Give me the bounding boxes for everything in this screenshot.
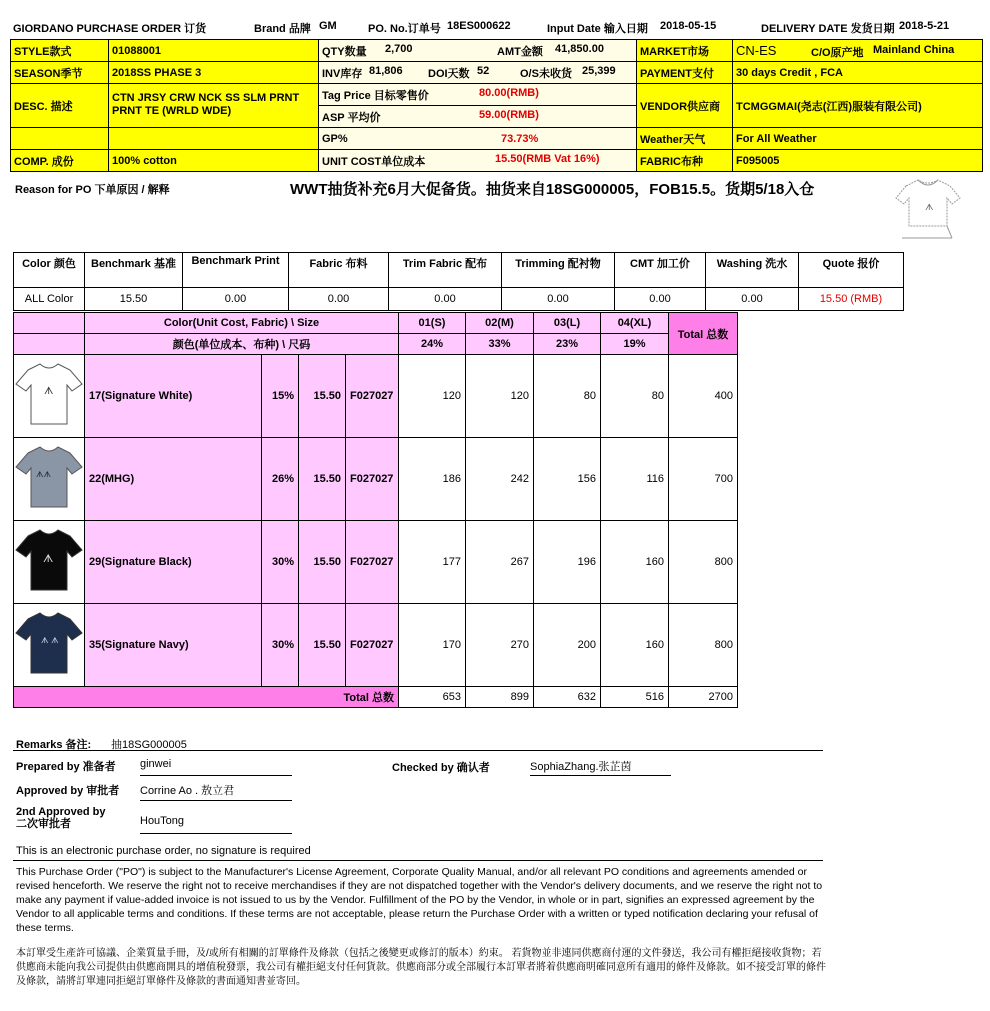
qty-cell: 80 xyxy=(601,355,669,438)
size-pct: 19% xyxy=(601,334,669,355)
unit-cost-value: 15.50(RMB Vat 16%) xyxy=(495,152,600,165)
electronic-note: This is an electronic purchase order, no signature is required xyxy=(16,845,311,857)
po-title: GIORDANO PURCHASE ORDER 订货 xyxy=(13,23,207,35)
svg-text:ᗑᗑ: ᗑᗑ xyxy=(36,469,52,479)
style-value: 01088001 xyxy=(109,40,319,62)
qty-cell: 160 xyxy=(601,521,669,604)
second-approved-value: HouTong xyxy=(140,815,292,834)
remarks-value: 抽18SG000005 xyxy=(111,739,187,751)
totals-row xyxy=(14,687,738,708)
qty-cell: 200 xyxy=(534,604,601,687)
benchmark-header: Color 颜色 xyxy=(14,253,85,288)
benchmark-value: 0.00 xyxy=(502,288,615,311)
inv-value: 81,806 xyxy=(369,64,403,77)
amt-label: AMT金额 xyxy=(497,45,543,58)
blank-value-cell xyxy=(109,128,319,150)
row-total: 400 xyxy=(669,355,738,438)
unit-cost-label: UNIT COST单位成本 xyxy=(322,155,426,168)
season-value: 2018SS PHASE 3 xyxy=(109,62,319,84)
color-fabric: F027027 xyxy=(346,521,399,604)
reason-label: Reason for PO 下单原因 / 解释 xyxy=(15,184,170,196)
order-info-grid xyxy=(10,39,983,172)
swatch-cell xyxy=(14,521,85,604)
benchmark-value: ALL Color xyxy=(14,288,85,311)
benchmark-header: Fabric 布料 xyxy=(289,253,389,288)
qty-cell: 170 xyxy=(399,604,466,687)
market-label: MARKET市场 xyxy=(637,40,733,62)
vendor-value: TCMGGMAI(尧志(江西)服装有限公司) xyxy=(733,84,983,128)
benchmark-header: Trimming 配衬物 xyxy=(502,253,615,288)
qty-cell: 186 xyxy=(399,438,466,521)
os-value: 25,399 xyxy=(582,64,616,77)
size-name: 02(M) xyxy=(466,313,534,334)
svg-text:ᗑ: ᗑ xyxy=(43,551,54,565)
svg-text:ᗑ: ᗑ xyxy=(44,385,54,397)
size-pct: 24% xyxy=(399,334,466,355)
benchmark-quote-value: 15.50 (RMB) xyxy=(799,288,904,311)
table-row xyxy=(14,604,738,687)
co-value: Mainland China xyxy=(873,44,955,56)
benchmark-header: Benchmark Print xyxy=(183,253,289,288)
benchmark-header: Trim Fabric 配布 xyxy=(389,253,502,288)
grand-total: 2700 xyxy=(669,687,738,708)
input-date-label: Input Date 输入日期 xyxy=(547,23,648,35)
tshirt-grey-image xyxy=(14,443,84,513)
size-breakdown-table xyxy=(13,312,738,708)
amt-value: 41,850.00 xyxy=(555,42,604,55)
checked-label: Checked by 确认者 xyxy=(392,762,490,774)
color-name: 22(MHG) xyxy=(85,438,262,521)
image-header-cell xyxy=(14,334,85,355)
row-total: 800 xyxy=(669,604,738,687)
size-name: 01(S) xyxy=(399,313,466,334)
qty-cell: 267 xyxy=(466,521,534,604)
legal-terms-cn: 本訂單受生產許可協議、企業質量手冊，及/或所有相關的訂單條件及條款（包括之後變更或修訂的版本）約束。 若貨物並非連同供應商付運的文件發送，我公司有權拒絕接收貨物；若供應商未能向我公司提供由供應商開具的增值稅發票，我公司有權拒絕支付任何貨款。供應商部分或全部履行本訂單者將着供應商明確同意所有適用的條件及條款。如不接受訂單的條件及條款，請將訂單連同拒絕訂單條件及條款的書面通知書並寄回。 xyxy=(16,948,826,987)
color-name: 17(Signature White) xyxy=(85,355,262,438)
color-fabric: F027027 xyxy=(346,438,399,521)
product-sketch-image xyxy=(892,176,964,240)
benchmark-value: 0.00 xyxy=(289,288,389,311)
qty-cell: 120 xyxy=(466,355,534,438)
doi-label: DOI天数 xyxy=(428,67,470,80)
remarks-label: Remarks 备注: xyxy=(16,739,92,751)
second-approved-label-cn: 二次审批者 xyxy=(16,818,71,830)
asp-label: ASP 平均价 xyxy=(322,111,381,124)
comp-label: COMP. 成份 xyxy=(11,150,109,172)
tshirt-navy-image xyxy=(14,609,84,679)
size-total: 899 xyxy=(466,687,534,708)
fabric-label: FABRIC布种 xyxy=(637,150,733,172)
desc-label: DESC. 描述 xyxy=(11,84,109,128)
benchmark-header-row xyxy=(14,253,904,288)
benchmark-value: 0.00 xyxy=(389,288,502,311)
row-total: 800 xyxy=(669,521,738,604)
second-approved-label xyxy=(16,806,105,830)
size-header-en: Color(Unit Cost, Fabric) \ Size xyxy=(85,313,399,334)
qty-cell: 196 xyxy=(534,521,601,604)
tag-price-label: Tag Price 目标零售价 xyxy=(322,89,429,102)
asp-cell xyxy=(319,106,637,128)
po-number-label: PO. No.订单号 xyxy=(368,23,441,35)
color-name: 29(Signature Black) xyxy=(85,521,262,604)
gp-cell xyxy=(319,128,637,150)
color-fabric: F027027 xyxy=(346,355,399,438)
fabric-value: F095005 xyxy=(733,150,983,172)
swatch-cell xyxy=(14,604,85,687)
comp-value: 100% cotton xyxy=(109,150,319,172)
size-name: 04(XL) xyxy=(601,313,669,334)
table-row xyxy=(14,355,738,438)
delivery-date: 2018-5-21 xyxy=(899,20,950,32)
input-date: 2018-05-15 xyxy=(660,20,717,32)
checked-value: SophiaZhang.张芷茵 xyxy=(530,758,671,776)
approved-label: Approved by 审批者 xyxy=(16,785,120,797)
size-pct: 33% xyxy=(466,334,534,355)
unit-cost-cell xyxy=(319,150,637,172)
prepared-value: ginwei xyxy=(140,758,292,776)
qty-cell: 242 xyxy=(466,438,534,521)
vendor-label: VENDOR供应商 xyxy=(637,84,733,128)
table-row xyxy=(14,438,738,521)
gp-value: 73.73% xyxy=(501,132,539,145)
weather-value: For All Weather xyxy=(733,128,983,150)
second-approved-label-en: 2nd Approved by xyxy=(16,806,106,818)
size-total: 653 xyxy=(399,687,466,708)
row-total: 700 xyxy=(669,438,738,521)
legal-divider xyxy=(13,860,823,861)
qty-amt-cell xyxy=(319,40,637,62)
color-cost: 15.50 xyxy=(299,604,346,687)
co-label: C/O原产地 xyxy=(811,47,864,59)
payment-label: PAYMENT支付 xyxy=(637,62,733,84)
image-header-cell xyxy=(14,313,85,334)
blank-label-cell xyxy=(11,128,109,150)
tag-price-cell xyxy=(319,84,637,106)
legal-terms-en: This Purchase Order ("PO") is subject to the Manufacturer's License Agreement, Corporate Quality Manual, and/or all relevant PO conditions and agreements amended or revised henceforth. We reserve the right not to receive merchandises if they are not dispatched together with the Vendor's delivery documents, and we reserve the right not to make any payment if value-added invoice is not issued to us by the Vendor. Fulfillment of the PO by the Vendor, in whole or in part, signifies an expressed agreement by the Vendor to all applicable terms and conditions. If these terms are not acceptable, please return the Purchase Order with a written or typed notification declaring your refusal of these terms. xyxy=(16,866,823,934)
remarks-divider xyxy=(13,750,823,751)
qty-cell: 156 xyxy=(534,438,601,521)
size-name: 03(L) xyxy=(534,313,601,334)
qty-value: 2,700 xyxy=(385,42,413,55)
po-header-line xyxy=(13,20,983,36)
desc-value: CTN JRSY CRW NCK SS SLM PRNT PRNT TE (WRLD WDE) xyxy=(109,84,319,128)
tshirt-black-image xyxy=(14,526,84,596)
size-total: 632 xyxy=(534,687,601,708)
season-label: SEASON季节 xyxy=(11,62,109,84)
benchmark-value: 0.00 xyxy=(706,288,799,311)
market-co-cell xyxy=(733,40,983,62)
color-fabric: F027027 xyxy=(346,604,399,687)
brand-value: GM xyxy=(319,20,337,32)
brand-label: Brand 品牌 xyxy=(254,23,311,35)
benchmark-table xyxy=(13,252,904,311)
qty-cell: 120 xyxy=(399,355,466,438)
qty-cell: 270 xyxy=(466,604,534,687)
tag-price-value: 80.00(RMB) xyxy=(479,86,539,99)
color-pct: 15% xyxy=(262,355,299,438)
color-cost: 15.50 xyxy=(299,438,346,521)
size-pct: 23% xyxy=(534,334,601,355)
style-label: STYLE款式 xyxy=(11,40,109,62)
color-pct: 30% xyxy=(262,521,299,604)
benchmark-value: 15.50 xyxy=(85,288,183,311)
benchmark-header: Quote 报价 xyxy=(799,253,904,288)
size-header-cn: 颜色(单位成本、布种) \ 尺码 xyxy=(85,334,399,355)
color-name: 35(Signature Navy) xyxy=(85,604,262,687)
approved-value: Corrine Ao . 敖立君 xyxy=(140,782,292,801)
prepared-label: Prepared by 准备者 xyxy=(16,761,116,773)
reason-text: WWT抽货补充6月大促备货。抽货来自18SG000005，FOB15.5。货期5/18入仓 xyxy=(290,181,815,198)
doi-value: 52 xyxy=(477,64,490,77)
size-total: 516 xyxy=(601,687,669,708)
qty-cell: 80 xyxy=(534,355,601,438)
weather-label: Weather天气 xyxy=(637,128,733,150)
table-row xyxy=(14,521,738,604)
tshirt-white-image xyxy=(14,360,84,430)
inventory-cell xyxy=(319,62,637,84)
gp-label: GP% xyxy=(322,132,348,145)
payment-value: 30 days Credit , FCA xyxy=(733,62,983,84)
benchmark-header: Benchmark 基准 xyxy=(85,253,183,288)
swatch-cell xyxy=(14,438,85,521)
color-cost: 15.50 xyxy=(299,521,346,604)
total-header: Total 总数 xyxy=(669,313,738,355)
delivery-date-label: DELIVERY DATE 发货日期 xyxy=(761,23,895,35)
benchmark-value: 0.00 xyxy=(615,288,706,311)
color-pct: 30% xyxy=(262,604,299,687)
svg-text:ᗑ: ᗑ xyxy=(925,203,934,213)
swatch-cell xyxy=(14,355,85,438)
os-label: O/S未收货 xyxy=(520,67,572,80)
totals-label: Total 总数 xyxy=(14,687,399,708)
color-pct: 26% xyxy=(262,438,299,521)
qty-cell: 116 xyxy=(601,438,669,521)
qty-label: QTY数量 xyxy=(322,45,367,58)
benchmark-value: 0.00 xyxy=(183,288,289,311)
inv-label: INV库存 xyxy=(322,67,363,80)
benchmark-header: Washing 洗水 xyxy=(706,253,799,288)
benchmark-header: CMT 加工价 xyxy=(615,253,706,288)
asp-value: 59.00(RMB) xyxy=(479,108,539,121)
po-number: 18ES000622 xyxy=(447,20,511,32)
svg-text:ᗑ ᗑ: ᗑ ᗑ xyxy=(41,635,59,645)
market-value: CN-ES xyxy=(736,43,777,58)
qty-cell: 177 xyxy=(399,521,466,604)
color-cost: 15.50 xyxy=(299,355,346,438)
benchmark-value-row xyxy=(14,288,904,311)
qty-cell: 160 xyxy=(601,604,669,687)
